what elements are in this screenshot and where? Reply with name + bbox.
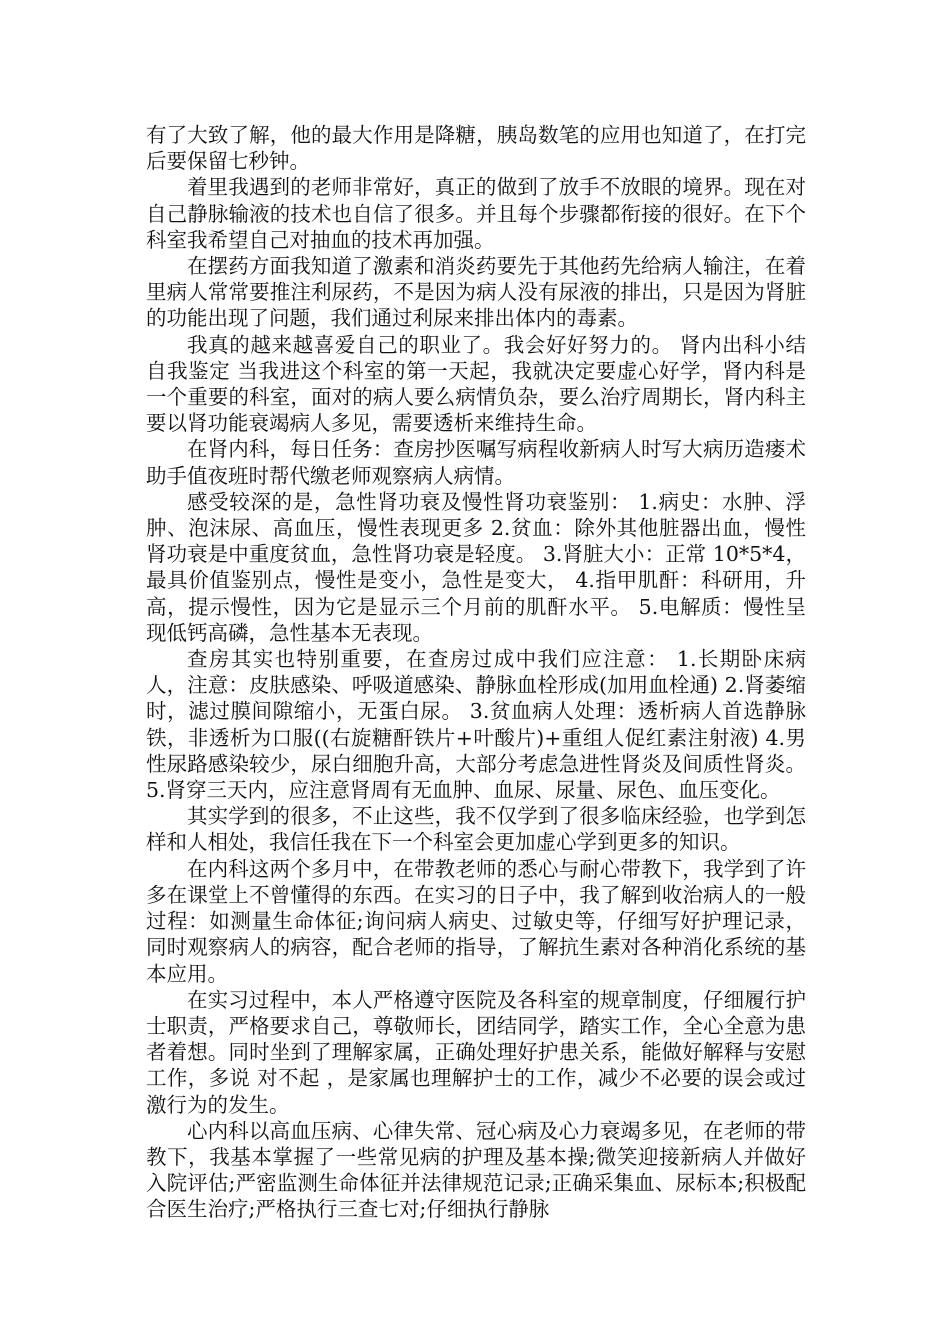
paragraph: 心内科以高血压病、心律失常、冠心病及心力衰竭多见，在老师的带教下，我基本掌握了一些常见病的护理及基本操;微笑迎接新病人并做好入院评估;严密监测生命体征并法律规范记录;正确采集血、尿标本;积极配合医生治疗;严格执行三查七对;仔细执行静脉 xyxy=(146,1118,806,1222)
paragraph: 感受较深的是，急性肾功衰及慢性肾功衰鉴别： 1.病史：水肿、浮肿、泡沫尿、高血压，慢性表现更多 2.贫血：除外其他脏器出血，慢性肾功衰是中重度贫血，急性肾功衰是轻度。 3.肾脏大小：正常 10*5*4，最具价值鉴别点，慢性是变小，急性是变大， 4.指甲肌酐：科研用，升高，提示慢性，因为它是显示三个月前的肌酐水平。 5.电解质：慢性呈现低钙高磷，急性基本无表现。 xyxy=(146,489,806,645)
paragraph: 在实习过程中，本人严格遵守医院及各科室的规章制度，仔细履行护士职责，严格要求自己，尊敬师长，团结同学，踏实工作，全心全意为患者着想。同时坐到了理解家属，正确处理好护患关系，能做好解释与安慰工作，多说 对不起 ，是家属也理解护士的工作，减少不必要的误会或过激行为的发生。 xyxy=(146,987,806,1117)
paragraph: 在内科这两个多月中，在带教老师的悉心与耐心带教下，我学到了许多在课堂上不曾懂得的东西。在实习的日子中，我了解到收治病人的一般过程：如测量生命体征;询问病人病史、过敏史等，仔细写好护理记录，同时观察病人的病容，配合老师的指导，了解抗生素对各种消化系统的基本应用。 xyxy=(146,856,806,986)
paragraph: 在摆药方面我知道了激素和消炎药要先于其他药先给病人输注，在着里病人常常要推注利尿药，不是因为病人没有尿液的排出，只是因为肾脏的功能出现了问题，我们通过利尿来排出体内的毒素。 xyxy=(146,254,806,331)
document-body xyxy=(146,122,806,1223)
paragraph: 其实学到的很多，不止这些，我不仅学到了很多临床经验，也学到怎样和人相处，我信任我在下一个科室会更加虚心学到更多的知识。 xyxy=(146,804,806,855)
paragraph: 我真的越来越喜爱自己的职业了。我会好好努力的。 肾内出科小结自我鉴定 当我进这个科室的第一天起，我就决定要虚心好学，肾内科是一个重要的科室，面对的病人要么病情负杂，要么治疗周期长，肾内科主要以肾功能衰竭病人多见，需要透析来维持生命。 xyxy=(146,332,806,436)
paragraph: 有了大致了解，他的最大作用是降糖，胰岛数笔的应用也知道了，在打完后要保留七秒钟。 xyxy=(146,123,806,174)
paragraph: 在肾内科，每日任务：查房抄医嘱写病程收新病人时写大病历造瘘术助手值夜班时帮代缴老师观察病人病情。 xyxy=(146,437,806,488)
paragraph: 着里我遇到的老师非常好，真正的做到了放手不放眼的境界。现在对自己静脉输液的技术也自信了很多。并且每个步骤都衔接的很好。在下个科室我希望自己对抽血的技术再加强。 xyxy=(146,175,806,252)
paragraph: 查房其实也特别重要，在查房过成中我们应注意： 1.长期卧床病人，注意：皮肤感染、呼吸道感染、静脉血栓形成(加用血栓通) 2.肾萎缩时，滤过膜间隙缩小，无蛋白尿。 3.贫血病人处理：透析病人首选静脉铁，非透析为口服((右旋糖酐铁片+叶酸片)+重组人促红素注射液) 4.男性尿路感染较少，尿白细胞升高，大部分考虑急进性肾炎及间质性肾炎。 5.肾穿三天内，应注意肾周有无血肿、血尿、尿量、尿色、血压变化。 xyxy=(146,647,806,803)
